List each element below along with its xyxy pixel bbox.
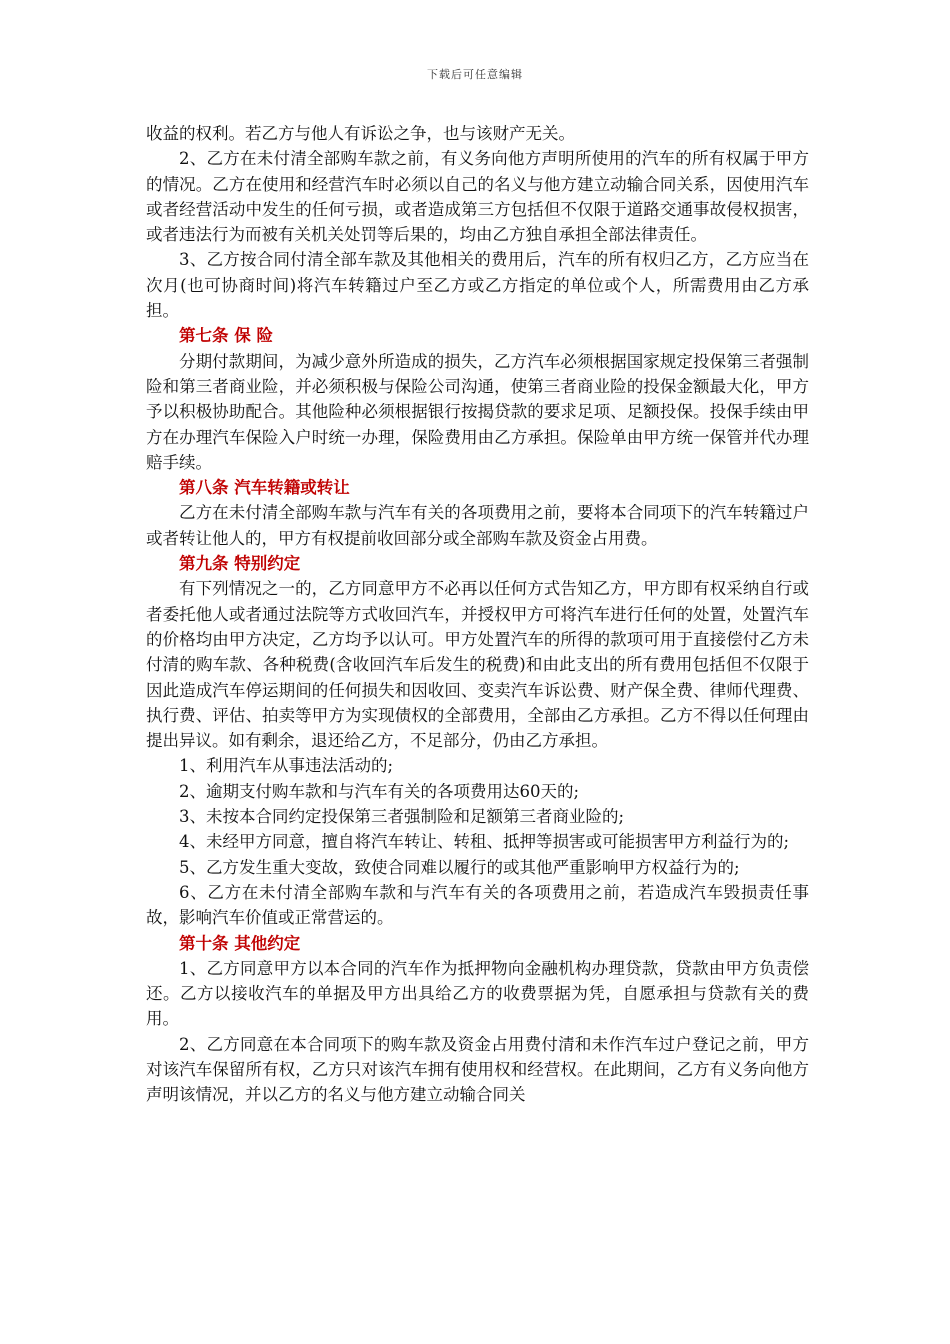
heading-article-10: 第十条 其他约定: [179, 933, 301, 953]
paragraph-transfer: 乙方在未付清全部购车款与汽车有关的各项费用之前，要将本合同项下的汽车转籍过户或者转让他人的，甲方有权提前收回部分或全部购车款及资金占用费。: [146, 503, 809, 548]
list-item: 2、逾期支付购车款和与汽车有关的各项费用达60天的;: [179, 781, 580, 801]
paragraph-clause-6-3: 3、乙方按合同付清全部车款及其他相关的费用后，汽车的所有权归乙方，乙方应当在次月(也可协商时间)将汽车转籍过户至乙方或乙方指定的单位或个人，所需费用由乙方承担。: [146, 250, 809, 321]
paragraph-clause-6-2: 2、乙方在未付清全部购车款之前，有义务向他方声明所使用的汽车的所有权属于甲方的情况。乙方在使用和经营汽车时必须以自己的名义与他方建立动输合同关系，因使用汽车或者经营活动中发生的任何亏损，或者造成第三方包括但不仅限于道路交通事故侵权损害，或者违法行为而被有关机关处罚等后果的，均由乙方独自承担全部法律责任。: [146, 149, 809, 245]
paragraph-special-terms: 有下列情况之一的，乙方同意甲方不必再以任何方式告知乙方，甲方即有权采纳自行或者委托他人或者通过法院等方式收回汽车，并授权甲方可将汽车进行任何的处置，处置汽车的价格均由甲方决定，乙方均予以认可。甲方处置汽车的所得的款项可用于直接偿付乙方未付清的购车款、各种税费(含收回汽车后发生的税费)和由此支出的所有费用包括但不仅限于因此造成汽车停运期间的任何损失和因收回、变卖汽车诉讼费、财产保全费、律师代理费、执行费、评估、拍卖等甲方为实现债权的全部费用，全部由乙方承担。乙方不得以任何理由提出异议。如有剩余，退还给乙方，不足部分，仍由乙方承担。: [146, 579, 809, 751]
heading-article-9: 第九条 特别约定: [179, 554, 301, 574]
paragraph-other-terms-1: 1、乙方同意甲方以本合同的汽车作为抵押物向金融机构办理贷款，贷款由甲方负责偿还。乙方以接收汽车的单据及甲方出具给乙方的收费票据为凭，自愿承担与贷款有关的费用。: [146, 958, 809, 1029]
paragraph-other-terms-2: 2、乙方同意在本合同项下的购车款及资金占用费付清和未作汽车过户登记之前，甲方对该汽车保留所有权，乙方只对该汽车拥有使用权和经营权。在此期间，乙方有义务向他方声明该情况，并以乙方的名义与他方建立动输合同关: [146, 1034, 809, 1105]
list-item: 5、乙方发生重大变故，致使合同难以履行的或其他严重影响甲方权益行为的;: [179, 857, 740, 877]
heading-article-8: 第八条 汽车转籍或转让: [179, 478, 350, 498]
list-item: 1、利用汽车从事违法活动的;: [179, 756, 394, 776]
list-item: 3、未按本合同约定投保第三者强制险和足额第三者商业险的;: [179, 807, 625, 827]
list-item: 6、乙方在未付清全部购车款和与汽车有关的各项费用之前，若造成汽车毁损责任事故，影响汽车价值或正常营运的。: [146, 882, 809, 928]
heading-article-7: 第七条 保 险: [179, 326, 273, 346]
page-header: 下载后可任意编辑: [427, 68, 523, 81]
list-item: 4、未经甲方同意，擅自将汽车转让、转租、抵押等损害或可能损害甲方利益行为的;: [179, 832, 790, 852]
paragraph-insurance: 分期付款期间，为减少意外所造成的损失，乙方汽车必须根据国家规定投保第三者强制险和第三者商业险，并必须积极与保险公司沟通，使第三者商业险的投保金额最大化，甲方予以积极协助配合。其他险种必须根据银行按揭贷款的要求足项、足额投保。投保手续由甲方在办理汽车保险入户时统一办理，保险费用由乙方承担。保险单由甲方统一保管并代办理赔手续。: [146, 351, 809, 472]
document-body: [146, 121, 809, 1108]
paragraph-continuation: 收益的权利。若乙方与他人有诉讼之争，也与该财产无关。: [146, 124, 575, 143]
